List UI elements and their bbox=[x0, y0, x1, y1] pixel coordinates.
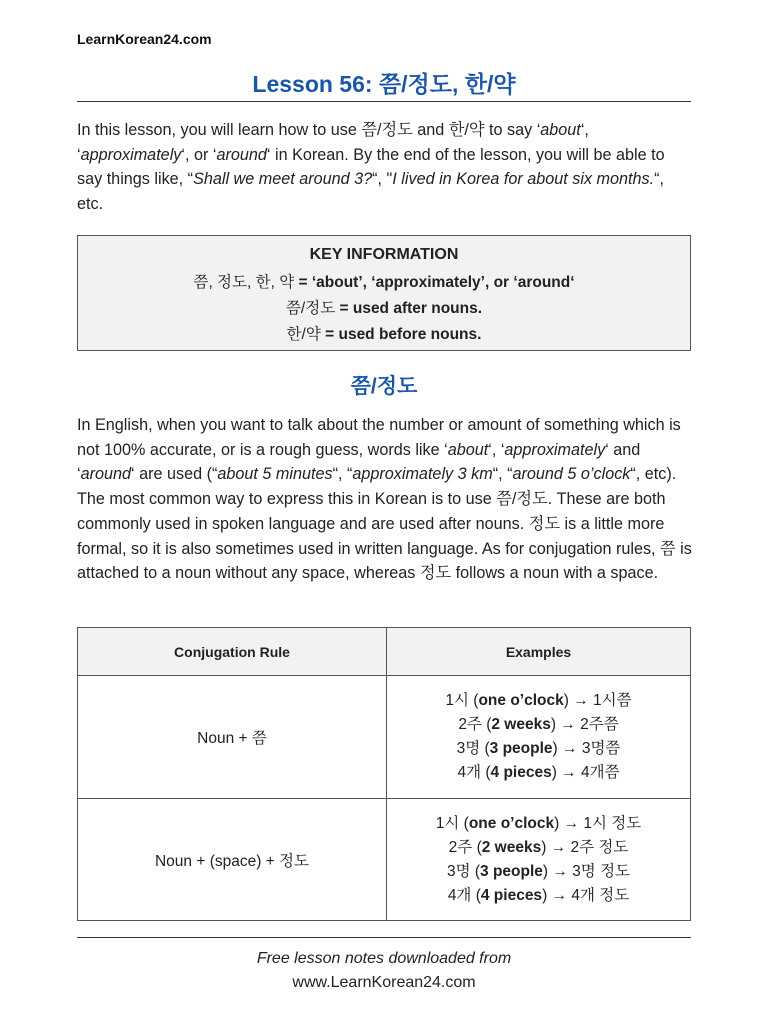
text-segment: “, “ bbox=[332, 465, 353, 484]
footer-divider bbox=[77, 937, 691, 938]
example-line: 3명 (3 people) → 3명쯤 bbox=[456, 740, 621, 757]
column-header: Conjugation Rule bbox=[78, 628, 387, 676]
text-segment: ‘ are used (“ bbox=[131, 465, 218, 484]
key-words: 한/약 bbox=[286, 326, 321, 343]
example-line: 1시 (one o’clock) → 1시쯤 bbox=[445, 692, 632, 709]
italic-text-segment: about bbox=[540, 121, 581, 139]
italic-text-segment: I lived in Korea for about six months. bbox=[392, 170, 655, 189]
text-segment: In this lesson, you will learn how to use 쯤/정도 and 한/약 to say ‘ bbox=[77, 121, 541, 139]
italic-text-segment: approximately bbox=[504, 440, 606, 459]
text-segment: In English, when you want to talk about the number or amount of something which is not 100% accurate, or is a rough guess, words like ‘ bbox=[77, 416, 681, 459]
example-line: 4개 (4 pieces) → 4개쯤 bbox=[457, 764, 620, 781]
footer-url[interactable]: www.LearnKorean24.com bbox=[292, 974, 476, 991]
key-information-box bbox=[77, 235, 691, 351]
text-segment: ‘ in Korean. By the end of the lesson, you will be able to say things like, “ bbox=[77, 145, 665, 189]
text-segment: “, " bbox=[372, 170, 393, 189]
text-segment: ‘, ‘ bbox=[488, 440, 505, 459]
key-words: 쯤/정도 bbox=[285, 300, 336, 317]
text-segment: “, “ bbox=[492, 465, 513, 484]
conjugation-table bbox=[77, 627, 691, 921]
text-segment: ‘ and ‘ bbox=[77, 440, 641, 484]
italic-text-segment: around bbox=[216, 145, 267, 164]
italic-text-segment: Shall we meet around 3? bbox=[193, 170, 373, 189]
footer-note: Free lesson notes downloaded from bbox=[256, 950, 512, 967]
body-paragraph bbox=[77, 413, 693, 586]
conjugation-rule-cell: Noun + 쯤 bbox=[78, 676, 387, 799]
key-information-line bbox=[78, 270, 690, 296]
key-meaning: = ‘about’, ‘approximately’, or ‘around‘ bbox=[294, 274, 575, 291]
key-information-line bbox=[78, 296, 690, 322]
example-line: 3명 (3 people) → 3명 정도 bbox=[446, 862, 631, 880]
example-line: 1시 (one o’clock) → 1시 정도 bbox=[435, 814, 642, 832]
lesson-title: Lesson 56: 쯤/정도, 한/약 bbox=[252, 71, 516, 97]
italic-text-segment: about 5 minutes bbox=[217, 465, 333, 484]
italic-text-segment: about bbox=[447, 440, 489, 459]
table-row bbox=[78, 799, 691, 921]
title-divider bbox=[77, 101, 691, 102]
section-title: 쯤/정도 bbox=[350, 375, 418, 398]
key-meaning: = used after nouns. bbox=[335, 300, 483, 317]
key-meaning: = used before nouns. bbox=[320, 326, 482, 343]
italic-text-segment: approximately bbox=[80, 145, 182, 164]
key-information-line bbox=[78, 322, 690, 348]
text-segment: “, etc). The most common way to express this in Korean is to use 쯤/정도. These are both commonly used in spoken language and are used after nouns. 정도 is a little more formal, so it is also sometimes used in written language. As for conjugation rules, 쯤 is attached to a noun without any space, whereas 정도 follows a noun with a space. bbox=[77, 465, 692, 583]
example-line: 2주 (2 weeks) → 2주 정도 bbox=[448, 838, 629, 856]
text-segment: ‘, ‘ bbox=[77, 121, 589, 164]
text-segment: “, etc. bbox=[77, 170, 665, 214]
key-words: 쯤, 정도, 한, 약 bbox=[193, 274, 295, 291]
conjugation-rule-cell: Noun + (space) + 정도 bbox=[78, 799, 387, 921]
example-line: 2주 (2 weeks) → 2주쯤 bbox=[458, 716, 619, 733]
examples-cell bbox=[387, 799, 691, 921]
italic-text-segment: around 5 o’clock bbox=[512, 465, 631, 484]
table-header-row bbox=[78, 628, 691, 676]
table-row bbox=[78, 676, 691, 799]
text-segment: ‘, or ‘ bbox=[181, 145, 217, 164]
intro-paragraph bbox=[77, 118, 693, 217]
key-information-heading: KEY INFORMATION bbox=[309, 246, 459, 263]
column-header: Examples bbox=[387, 628, 691, 676]
site-name: LearnKorean24.com bbox=[77, 31, 212, 47]
example-line: 4개 (4 pieces) → 4개 정도 bbox=[447, 886, 630, 904]
italic-text-segment: approximately 3 km bbox=[352, 465, 493, 484]
italic-text-segment: around bbox=[80, 465, 132, 484]
examples-cell bbox=[387, 676, 691, 799]
